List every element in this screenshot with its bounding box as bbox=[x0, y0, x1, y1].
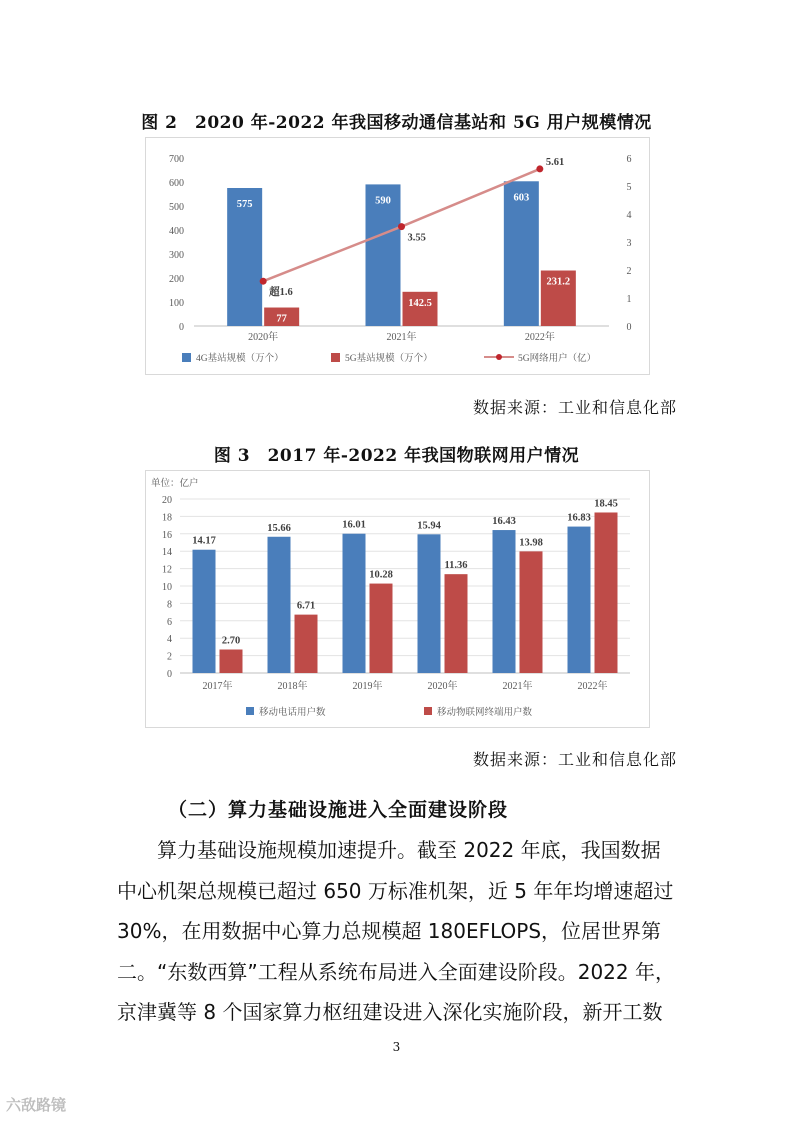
bar-iot-users bbox=[595, 512, 618, 673]
y-tick-label: 6 bbox=[167, 616, 172, 628]
y-tick-label: 300 bbox=[169, 250, 184, 261]
data-label-5g: 77 bbox=[276, 313, 287, 325]
bar-mobile-phone-users bbox=[418, 534, 441, 673]
y2-tick-label: 6 bbox=[626, 154, 632, 165]
data-label-mobile-phone-users: 15.94 bbox=[417, 520, 441, 532]
page-number: 3 bbox=[392, 1040, 401, 1054]
legend-swatch-mobile-phone-users bbox=[246, 707, 254, 715]
data-label-iot-users: 18.45 bbox=[594, 498, 618, 510]
data-label-5g-users: 3.55 bbox=[407, 232, 426, 244]
legend-marker-5g-users bbox=[496, 354, 502, 360]
y-tick-label: 16 bbox=[162, 529, 172, 541]
figure2-title: 图 2 2020 年-2022 年我国移动通信基站和 5G 用户规模情况 bbox=[141, 113, 652, 133]
paragraph-line: 二。“东数西算”工程从系统布局进入全面建设阶段。2022 年， bbox=[117, 959, 675, 984]
y-tick-label: 700 bbox=[169, 154, 184, 165]
x-tick-label: 2021年 bbox=[502, 681, 533, 692]
point-5g-users bbox=[260, 278, 267, 285]
y-tick-label: 0 bbox=[167, 669, 172, 680]
y-tick-label: 14 bbox=[162, 547, 172, 559]
y2-tick-label: 4 bbox=[626, 210, 632, 221]
bar-iot-users bbox=[445, 574, 468, 673]
figure3-source: 数据来源：工业和信息化部 bbox=[472, 750, 677, 769]
data-label-5g-users: 超1.6 bbox=[269, 287, 293, 299]
legend-label-4g: 4G基站规模（万个） bbox=[196, 354, 284, 364]
figure3-chart bbox=[145, 470, 650, 728]
x-tick-label: 2017年 bbox=[202, 681, 233, 692]
y-tick-label: 20 bbox=[162, 495, 172, 506]
paragraph-line: 算力基础设施规模加速提升。截至 2022 年底，我国数据 bbox=[157, 838, 661, 862]
y-tick-label: 12 bbox=[162, 564, 172, 576]
y2-tick-label: 0 bbox=[626, 322, 632, 333]
x-tick-label: 2022年 bbox=[524, 332, 555, 343]
x-tick-label: 2021年 bbox=[386, 332, 417, 343]
bar-mobile-phone-users bbox=[493, 530, 516, 673]
figure3-title: 图 3 2017 年-2022 年我国物联网用户情况 bbox=[213, 446, 580, 466]
figure2-chart bbox=[145, 137, 650, 375]
data-label-4g: 575 bbox=[236, 199, 253, 210]
y-tick-label: 100 bbox=[169, 298, 184, 309]
bar-mobile-phone-users bbox=[343, 534, 366, 673]
watermark: 六敌路镜 bbox=[6, 1096, 67, 1114]
data-label-4g: 590 bbox=[375, 195, 391, 207]
data-label-iot-users: 10.28 bbox=[369, 569, 393, 581]
legend-label-5g-users: 5G网络用户（亿） bbox=[518, 354, 597, 364]
data-label-mobile-phone-users: 16.01 bbox=[342, 519, 366, 531]
body-paragraph bbox=[117, 830, 680, 1033]
y2-tick-label: 5 bbox=[626, 182, 632, 193]
y2-tick-label: 3 bbox=[626, 238, 632, 249]
bar-mobile-phone-users bbox=[193, 550, 216, 673]
y-tick-label: 18 bbox=[162, 512, 172, 524]
x-tick-label: 2020年 bbox=[427, 681, 458, 692]
paragraph-line: 中心机架总规模已超过 650 万标准机架，近 5 年年均增速超过 bbox=[117, 878, 674, 903]
y-tick-label: 400 bbox=[169, 226, 184, 237]
x-tick-label: 2018年 bbox=[277, 681, 308, 692]
y-tick-label: 600 bbox=[169, 178, 184, 189]
y-tick-label: 200 bbox=[169, 274, 184, 285]
y-tick-label: 0 bbox=[179, 322, 184, 333]
unit-label: 单位：亿户 bbox=[151, 479, 199, 489]
data-label-iot-users: 2.70 bbox=[221, 635, 241, 647]
bar-mobile-phone-users bbox=[268, 537, 291, 673]
y-tick-label: 8 bbox=[167, 599, 172, 611]
legend-label-5g: 5G基站规模（万个） bbox=[345, 354, 433, 364]
figure3-svg bbox=[146, 471, 649, 727]
legend-swatch-4g bbox=[182, 353, 191, 362]
data-label-mobile-phone-users: 15.66 bbox=[267, 522, 291, 534]
bar-iot-users bbox=[520, 551, 543, 673]
data-label-4g: 603 bbox=[513, 192, 530, 204]
y2-tick-label: 2 bbox=[626, 266, 632, 277]
data-label-5g-users: 5.61 bbox=[545, 156, 565, 168]
x-tick-label: 2022年 bbox=[577, 681, 608, 692]
paragraph-line: 30%，在用数据中心算力总规模超 180EFLOPS，位居世界第 bbox=[117, 919, 662, 943]
bar-mobile-phone-users bbox=[568, 527, 591, 673]
figure2-source: 数据来源：工业和信息化部 bbox=[472, 398, 677, 417]
data-label-iot-users: 13.98 bbox=[519, 537, 543, 549]
legend-swatch-5g bbox=[331, 353, 340, 362]
data-label-mobile-phone-users: 16.83 bbox=[567, 512, 591, 524]
legend-swatch-iot-users bbox=[424, 707, 432, 715]
y-tick-label: 500 bbox=[169, 202, 184, 213]
bar-iot-users bbox=[370, 584, 393, 673]
point-5g-users bbox=[536, 165, 543, 172]
data-label-5g: 231.2 bbox=[546, 276, 571, 288]
paragraph-line: 京津冀等 8 个国家算力枢纽建设进入深化实施阶段，新开工数 bbox=[117, 1000, 663, 1024]
data-label-iot-users: 11.36 bbox=[444, 560, 468, 572]
x-tick-label: 2020年 bbox=[248, 332, 279, 343]
data-label-mobile-phone-users: 14.17 bbox=[192, 535, 216, 547]
bar-iot-users bbox=[295, 615, 318, 673]
bar-iot-users bbox=[220, 650, 243, 673]
legend-label-mobile-phone-users: 移动电话用户数 bbox=[259, 708, 326, 718]
x-tick-label: 2019年 bbox=[352, 681, 383, 692]
y-tick-label: 2 bbox=[167, 651, 172, 663]
legend-label-iot-users: 移动物联网终端用户数 bbox=[437, 708, 533, 718]
point-5g-users bbox=[398, 223, 405, 230]
data-label-iot-users: 6.71 bbox=[296, 600, 316, 612]
y-tick-label: 4 bbox=[167, 634, 172, 646]
y2-tick-label: 1 bbox=[626, 294, 632, 305]
section-heading: （二）算力基础设施进入全面建设阶段 bbox=[168, 799, 509, 821]
data-label-mobile-phone-users: 16.43 bbox=[492, 516, 516, 528]
figure2-svg bbox=[146, 138, 649, 374]
data-label-5g: 142.5 bbox=[408, 297, 432, 309]
y-tick-label: 10 bbox=[162, 582, 172, 593]
